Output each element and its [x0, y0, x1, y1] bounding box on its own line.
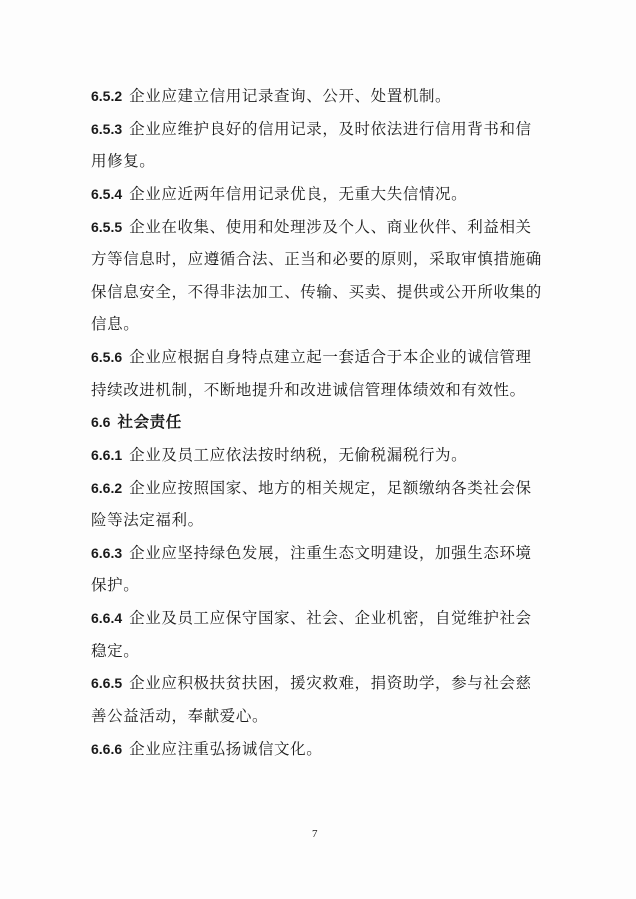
text-line: [91, 641, 139, 661]
text-line: [91, 445, 467, 465]
text-line: [91, 380, 526, 400]
text-line: [91, 119, 532, 139]
text-line: [91, 249, 542, 269]
clause-text: 方等信息时，应遵循合法、正当和必要的原则，采取审慎措施确: [91, 250, 542, 268]
text-line: [91, 86, 451, 106]
clause-text: 企业应建立信用记录查询、公开、处置机制。: [129, 87, 452, 105]
page-number: 7: [312, 828, 318, 840]
clause-number: 6.6.6: [91, 741, 123, 757]
text-line: [91, 739, 322, 759]
text-line: [91, 282, 542, 302]
text-line: [91, 184, 467, 204]
clause-text: 险等法定福利。: [91, 511, 204, 529]
text-line: [91, 217, 532, 237]
clause-number: 6.6.1: [91, 447, 123, 463]
clause-text: 企业及员工应依法按时纳税，无偷税漏税行为。: [129, 446, 468, 464]
clause-number: 6.6.4: [91, 610, 123, 626]
clause-text: 企业应维护良好的信用记录，及时依法进行信用背书和信: [129, 120, 532, 138]
clause-number: 6.6.5: [91, 675, 123, 691]
clause-number: 6.5.2: [91, 88, 123, 104]
clause-text: 企业应近两年信用记录优良，无重大失信情况。: [129, 185, 468, 203]
clause-text: 持续改进机制，不断地提升和改进诚信管理体绩效和有效性。: [91, 381, 526, 399]
clause-text: 企业及员工应保守国家、社会、企业机密，自觉维护社会: [129, 609, 532, 627]
clause-text: 企业应坚持绿色发展，注重生态文明建设，加强生态环境: [129, 544, 532, 562]
section-heading: [91, 412, 182, 432]
text-line: [91, 314, 139, 334]
clause-number: 6.6.2: [91, 480, 123, 496]
text-line: [91, 478, 532, 498]
clause-text: 社会责任: [117, 413, 182, 431]
clause-text: 善公益活动，奉献爱心。: [91, 707, 269, 725]
text-line: [91, 608, 532, 628]
clause-text: 企业应根据自身特点建立起一套适合于本企业的诚信管理: [129, 348, 532, 366]
clause-number: 6.5.3: [91, 121, 123, 137]
clause-text: 稳定。: [91, 642, 140, 660]
clause-number: 6.5.6: [91, 349, 123, 365]
clause-text: 用修复。: [91, 152, 156, 170]
clause-text: 信息。: [91, 315, 140, 333]
clause-text: 保信息安全，不得非法加工、传输、买卖、提供或公开所收集的: [91, 283, 542, 301]
text-line: [91, 575, 139, 595]
text-line: [91, 543, 532, 563]
clause-text: 企业应注重弘扬诚信文化。: [129, 740, 323, 758]
clause-number: 6.5.5: [91, 219, 123, 235]
text-line: [91, 151, 155, 171]
text-line: [91, 706, 268, 726]
text-line: [91, 673, 532, 693]
clause-text: 保护。: [91, 576, 140, 594]
text-line: [91, 347, 532, 367]
text-line: [91, 510, 204, 530]
clause-number: 6.5.4: [91, 186, 123, 202]
clause-text: 企业应积极扶贫扶困，援灾救难，捐资助学，参与社会慈: [129, 674, 532, 692]
clause-text: 企业应按照国家、地方的相关规定，足额缴纳各类社会保: [129, 479, 532, 497]
clause-number: 6.6: [91, 414, 111, 430]
clause-text: 企业在收集、使用和处理涉及个人、商业伙伴、利益相关: [129, 218, 532, 236]
clause-number: 6.6.3: [91, 545, 123, 561]
